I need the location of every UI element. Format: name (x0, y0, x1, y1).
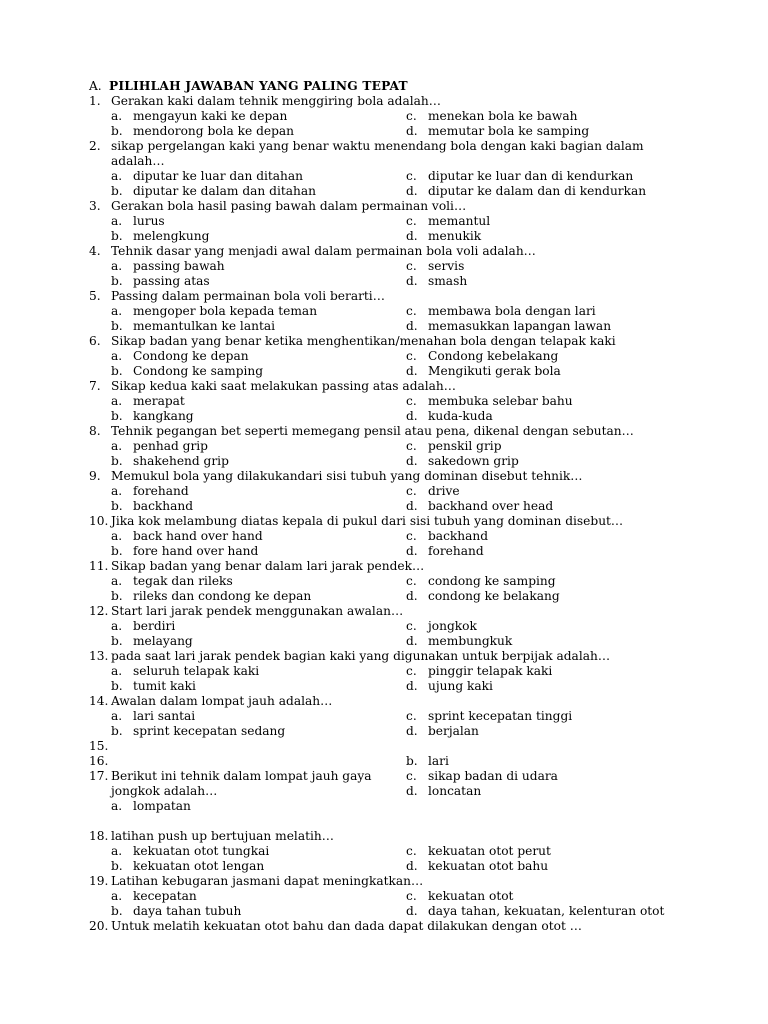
option-row (89, 844, 749, 859)
option-letter: b. (406, 754, 418, 768)
question-7 (89, 379, 749, 394)
option-text: mendorong bola ke depan (133, 124, 295, 138)
option-text: loncatan (428, 784, 482, 798)
question-text: Jika kok melambung diatas kepala di pukul dari sisi tubuh yang dominan disebut… (111, 514, 624, 528)
question-text: Start lari jarak pendek menggunakan awalan… (111, 604, 404, 618)
option-text: forehand (133, 484, 189, 498)
option-letter: b. (111, 679, 123, 693)
option-text: jongkok (428, 619, 477, 633)
question-20 (89, 919, 749, 934)
option-letter: a. (111, 574, 123, 588)
option-row (89, 709, 749, 724)
option-row (89, 484, 749, 499)
question-text: adalah… (111, 154, 165, 168)
question-number: 8. (89, 424, 101, 438)
option-letter: b. (111, 274, 123, 288)
option-text: seluruh telapak kaki (133, 664, 260, 678)
option-row (89, 859, 749, 874)
option-text: mengayun kaki ke depan (133, 109, 288, 123)
option-text: daya tahan, kekuatan, kelenturan otot (428, 904, 665, 918)
question-15 (89, 739, 749, 754)
question-text: Memukul bola yang dilakukandari sisi tubuh yang dominan disebut tehnik… (111, 469, 583, 483)
section-heading (89, 78, 749, 94)
option-letter: d. (406, 124, 418, 138)
option-letter: b. (111, 229, 123, 243)
option-letter: a. (111, 349, 123, 363)
questions-part-2 (89, 829, 749, 934)
option-letter: a. (111, 169, 123, 183)
question-number: 9. (89, 469, 101, 483)
option-letter: c. (406, 439, 417, 453)
option-letter: a. (111, 889, 123, 903)
option-letter: c. (406, 304, 417, 318)
question-number: 17. (89, 769, 109, 783)
question-text: pada saat lari jarak pendek bagian kaki yang digunakan untuk berpijak adalah… (111, 649, 611, 663)
option-text: penskil grip (428, 439, 502, 453)
option-letter: b. (111, 634, 123, 648)
question-17-line-2 (89, 784, 749, 799)
question-text: jongkok adalah… (111, 784, 218, 798)
option-letter: a. (111, 709, 123, 723)
option-letter: d. (406, 634, 418, 648)
option-row (89, 679, 749, 694)
option-letter: d. (406, 589, 418, 603)
option-letter: b. (111, 409, 123, 423)
question-17-option-row (89, 799, 749, 814)
option-row (89, 499, 749, 514)
option-letter: b. (111, 589, 123, 603)
question-number: 6. (89, 334, 101, 348)
option-letter: a. (111, 214, 123, 228)
option-row (89, 439, 749, 454)
questions-part-1 (89, 94, 749, 739)
question-text: Tehnik pegangan bet seperti memegang pensil atau pena, dikenal dengan sebutan… (111, 424, 634, 438)
option-letter: a. (111, 439, 123, 453)
option-text: kekuatan otot bahu (428, 859, 549, 873)
question-number: 12. (89, 604, 109, 618)
option-text: sikap badan di udara (428, 769, 558, 783)
option-text: lompatan (133, 799, 191, 813)
option-text: kekuatan otot lengan (133, 859, 265, 873)
option-letter: b. (111, 454, 123, 468)
question-number: 7. (89, 379, 101, 393)
option-letter: a. (111, 304, 123, 318)
option-text: Condong ke samping (133, 364, 264, 378)
option-text: backhand over head (428, 499, 554, 513)
option-row (89, 124, 749, 139)
option-letter: d. (406, 184, 418, 198)
section-title: PILIHLAH JAWABAN YANG PALING TEPAT (109, 79, 408, 93)
question-text: Berikut ini tehnik dalam lompat jauh gaya (111, 769, 372, 783)
option-text: diputar ke luar dan di kendurkan (428, 169, 634, 183)
question-number: 11. (89, 559, 109, 573)
option-text: kekuatan otot (428, 889, 514, 903)
option-text: diputar ke dalam dan ditahan (133, 184, 316, 198)
question-10 (89, 514, 749, 529)
option-letter: d. (406, 409, 418, 423)
option-letter: d. (406, 319, 418, 333)
option-letter: c. (406, 769, 417, 783)
option-letter: b. (111, 364, 123, 378)
option-letter: d. (406, 499, 418, 513)
option-letter: a. (111, 844, 123, 858)
option-text: daya tahan tubuh (133, 904, 242, 918)
option-row (89, 394, 749, 409)
option-text: penhad grip (133, 439, 208, 453)
option-letter: c. (406, 214, 417, 228)
option-row (89, 304, 749, 319)
option-letter: a. (111, 109, 123, 123)
option-text: sakedown grip (428, 454, 519, 468)
option-letter: d. (406, 364, 418, 378)
option-text: menukik (428, 229, 482, 243)
option-letter: d. (406, 724, 418, 738)
option-row (89, 274, 749, 289)
option-text: condong ke belakang (428, 589, 560, 603)
option-row (89, 589, 749, 604)
question-18 (89, 829, 749, 844)
option-row (89, 619, 749, 634)
option-letter: c. (406, 889, 417, 903)
option-letter: d. (406, 904, 418, 918)
question-text: Latihan kebugaran jasmani dapat meningkatkan… (111, 874, 424, 888)
option-text: membungkuk (428, 634, 513, 648)
option-letter: c. (406, 394, 417, 408)
question-text: Gerakan kaki dalam tehnik menggiring bola adalah… (111, 94, 441, 108)
option-letter: b. (111, 124, 123, 138)
question-17 (89, 769, 749, 784)
option-row (89, 634, 749, 649)
option-text: sprint kecepatan tinggi (428, 709, 573, 723)
option-row (89, 364, 749, 379)
option-text: mengoper bola kepada teman (133, 304, 318, 318)
question-3 (89, 199, 749, 214)
option-text: tegak dan rileks (133, 574, 233, 588)
question-9 (89, 469, 749, 484)
option-letter: a. (111, 259, 123, 273)
option-row (89, 904, 749, 919)
option-row (89, 409, 749, 424)
option-text: back hand over hand (133, 529, 263, 543)
question-number: 16. (89, 754, 109, 768)
option-row (89, 349, 749, 364)
question-number: 2. (89, 139, 101, 153)
option-letter: c. (406, 259, 417, 273)
option-letter: a. (111, 799, 123, 813)
option-letter: b. (111, 724, 123, 738)
question-19 (89, 874, 749, 889)
question-8 (89, 424, 749, 439)
blank-gap (89, 814, 749, 829)
option-text: kangkang (133, 409, 194, 423)
question-text: Gerakan bola hasil pasing bawah dalam permainan voli… (111, 199, 467, 213)
option-letter: c. (406, 619, 417, 633)
option-letter: b. (111, 319, 123, 333)
option-letter: d. (406, 454, 418, 468)
option-letter: b. (111, 499, 123, 513)
option-text: kekuatan otot tungkai (133, 844, 270, 858)
option-text: lari santai (133, 709, 196, 723)
question-1 (89, 94, 749, 109)
question-number: 15. (89, 739, 109, 753)
option-row (89, 664, 749, 679)
option-letter: c. (406, 169, 417, 183)
option-row (89, 169, 749, 184)
option-letter: c. (406, 664, 417, 678)
question-16 (89, 754, 749, 769)
option-text: diputar ke luar dan ditahan (133, 169, 304, 183)
question-text: Tehnik dasar yang menjadi awal dalam permainan bola voli adalah… (111, 244, 536, 258)
option-text: memantul (428, 214, 491, 228)
option-text: shakehend grip (133, 454, 229, 468)
question-text-continued (89, 154, 749, 169)
option-text: melayang (133, 634, 193, 648)
option-row (89, 229, 749, 244)
question-11 (89, 559, 749, 574)
option-letter: d. (406, 229, 418, 243)
question-4 (89, 244, 749, 259)
question-text: Sikap badan yang benar ketika menghentikan/menahan bola dengan telapak kaki (111, 334, 616, 348)
option-text: diputar ke dalam dan di kendurkan (428, 184, 647, 198)
option-text: condong ke samping (428, 574, 556, 588)
option-row (89, 259, 749, 274)
option-text: lari (428, 754, 449, 768)
option-letter: a. (111, 394, 123, 408)
option-row (89, 319, 749, 334)
option-row (89, 574, 749, 589)
question-number: 14. (89, 694, 109, 708)
option-text: berdiri (133, 619, 176, 633)
option-text: sprint kecepatan sedang (133, 724, 286, 738)
option-text: passing atas (133, 274, 210, 288)
option-text: servis (428, 259, 465, 273)
option-text: backhand (133, 499, 194, 513)
option-letter: b. (111, 904, 123, 918)
question-text: sikap pergelangan kaki yang benar waktu menendang bola dengan kaki bagian dalam (111, 139, 644, 153)
option-letter: b. (111, 544, 123, 558)
option-row (89, 214, 749, 229)
option-row (89, 184, 749, 199)
option-row (89, 454, 749, 469)
option-text: merapat (133, 394, 185, 408)
question-number: 5. (89, 289, 101, 303)
option-text: lurus (133, 214, 165, 228)
question-text: Passing dalam permainan bola voli berarti… (111, 289, 385, 303)
question-14 (89, 694, 749, 709)
question-text: Sikap kedua kaki saat melakukan passing atas adalah… (111, 379, 456, 393)
question-2 (89, 139, 749, 154)
option-letter: c. (406, 709, 417, 723)
option-text: berjalan (428, 724, 479, 738)
option-letter: a. (111, 664, 123, 678)
option-letter: c. (406, 529, 417, 543)
option-text: membawa bola dengan lari (428, 304, 596, 318)
question-number: 19. (89, 874, 109, 888)
option-letter: d. (406, 679, 418, 693)
question-number: 3. (89, 199, 101, 213)
option-letter: c. (406, 109, 417, 123)
option-text: Mengikuti gerak bola (428, 364, 561, 378)
option-letter: c. (406, 574, 417, 588)
option-text: melengkung (133, 229, 210, 243)
option-text: ujung kaki (428, 679, 493, 693)
option-letter: c. (406, 844, 417, 858)
option-row (89, 109, 749, 124)
question-5 (89, 289, 749, 304)
option-text: kekuatan otot perut (428, 844, 551, 858)
option-text: forehand (428, 544, 484, 558)
option-letter: c. (406, 349, 417, 363)
option-text: kecepatan (133, 889, 197, 903)
question-number: 18. (89, 829, 109, 843)
section-letter: A. (89, 79, 102, 93)
option-row (89, 724, 749, 739)
option-letter: a. (111, 619, 123, 633)
option-text: Condong kebelakang (428, 349, 559, 363)
option-letter: d. (406, 274, 418, 288)
question-text: Awalan dalam lompat jauh adalah… (111, 694, 333, 708)
question-12 (89, 604, 749, 619)
option-text: memantulkan ke lantai (133, 319, 276, 333)
option-text: menekan bola ke bawah (428, 109, 578, 123)
question-13 (89, 649, 749, 664)
question-number: 10. (89, 514, 109, 528)
question-number: 4. (89, 244, 101, 258)
option-text: memutar bola ke samping (428, 124, 590, 138)
option-text: memasukkan lapangan lawan (428, 319, 612, 333)
option-row (89, 529, 749, 544)
option-text: backhand (428, 529, 489, 543)
option-row (89, 544, 749, 559)
question-number: 20. (89, 919, 109, 933)
option-text: pinggir telapak kaki (428, 664, 553, 678)
question-list (89, 78, 749, 934)
option-text: passing bawah (133, 259, 225, 273)
option-letter: b. (111, 859, 123, 873)
option-letter: b. (111, 184, 123, 198)
option-text: tumit kaki (133, 679, 196, 693)
option-text: rileks dan condong ke depan (133, 589, 312, 603)
option-text: fore hand over hand (133, 544, 259, 558)
option-row (89, 889, 749, 904)
option-text: kuda-kuda (428, 409, 493, 423)
option-text: membuka selebar bahu (428, 394, 573, 408)
option-letter: d. (406, 544, 418, 558)
question-number: 1. (89, 94, 101, 108)
option-text: drive (428, 484, 460, 498)
question-text: Sikap badan yang benar dalam lari jarak pendek… (111, 559, 425, 573)
option-letter: d. (406, 784, 418, 798)
option-text: smash (428, 274, 468, 288)
option-text: Condong ke depan (133, 349, 249, 363)
option-letter: c. (406, 484, 417, 498)
option-letter: d. (406, 859, 418, 873)
option-letter: a. (111, 529, 123, 543)
question-text: Untuk melatih kekuatan otot bahu dan dada dapat dilakukan dengan otot … (111, 919, 582, 933)
option-letter: a. (111, 484, 123, 498)
question-text: latihan push up bertujuan melatih… (111, 829, 334, 843)
question-number: 13. (89, 649, 109, 663)
question-6 (89, 334, 749, 349)
